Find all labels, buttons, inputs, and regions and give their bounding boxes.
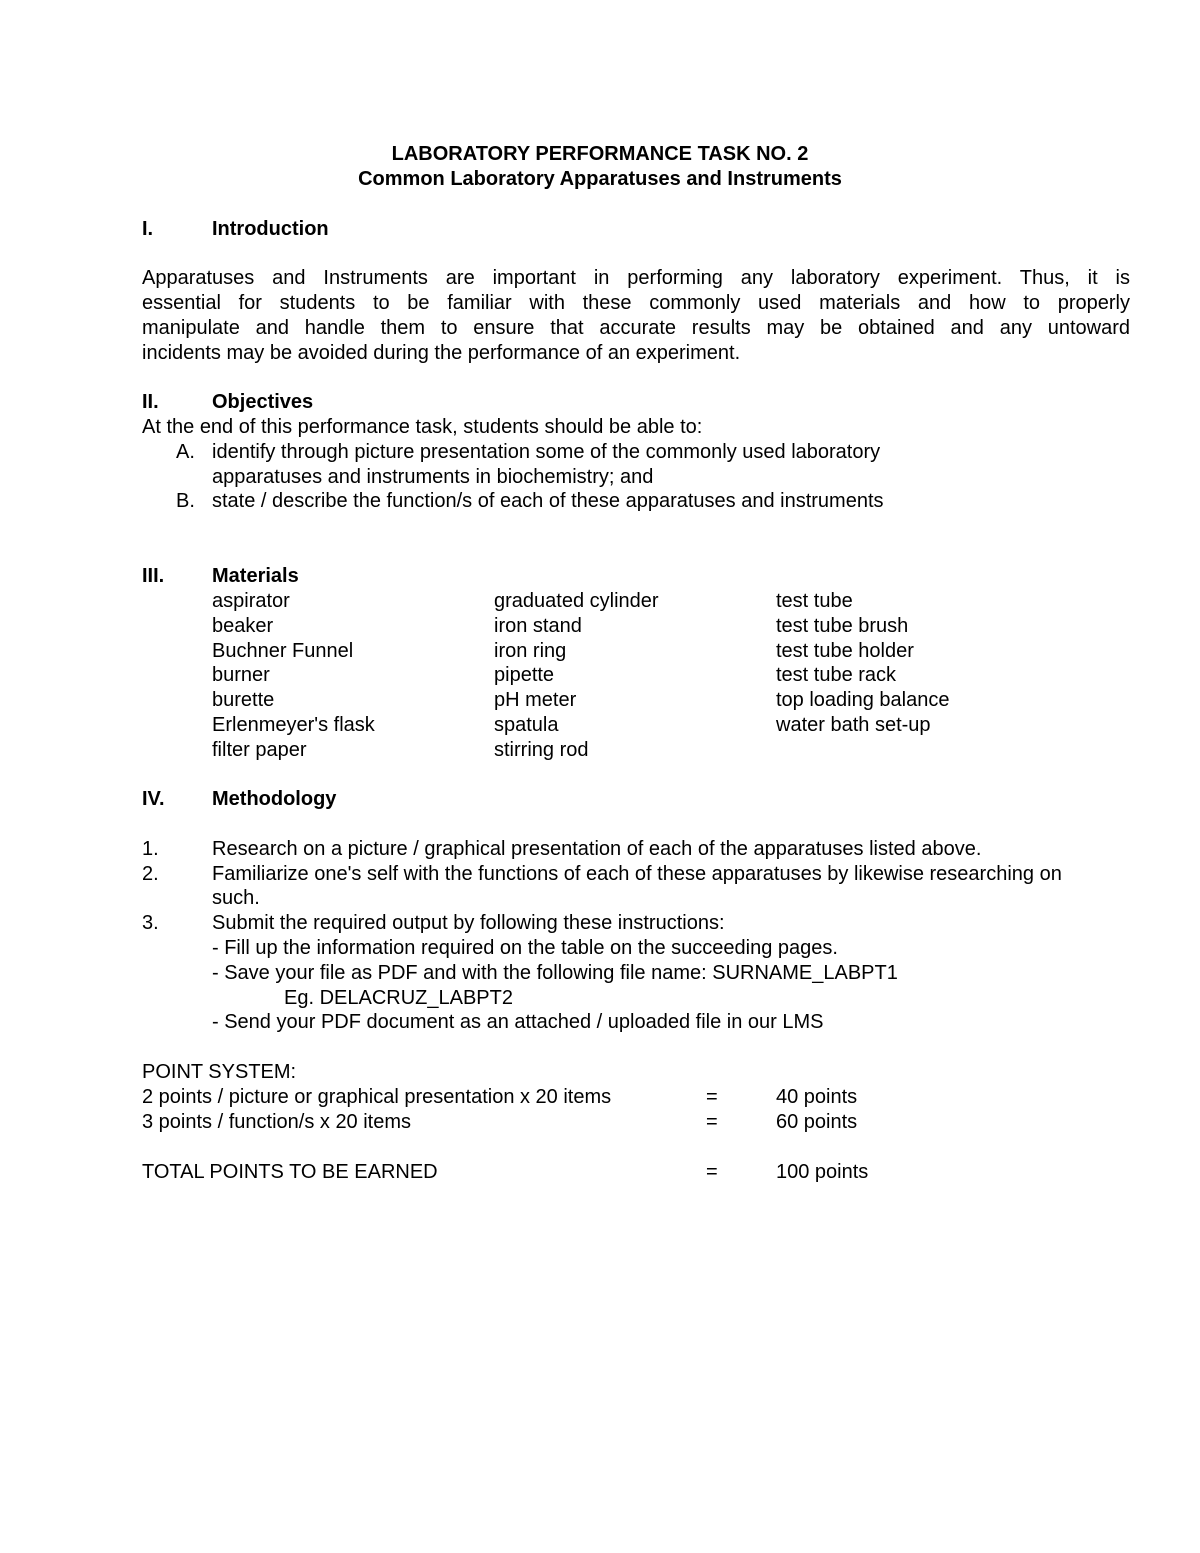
instruction-line: - Fill up the information required on the table on the succeeding pages. bbox=[212, 937, 838, 959]
step-text: such. bbox=[212, 887, 260, 909]
points-row-equals: = bbox=[706, 1111, 718, 1133]
material-item: filter paper bbox=[212, 739, 307, 761]
document-title: LABORATORY PERFORMANCE TASK NO. 2 bbox=[391, 143, 809, 165]
intro-paragraph-line: manipulate and handle them to ensure that accurate results may be obtained and any untoward bbox=[142, 317, 1130, 339]
step-number: 3. bbox=[142, 912, 159, 934]
total-points-value: 100 points bbox=[776, 1161, 869, 1183]
intro-heading: Introduction bbox=[212, 218, 329, 240]
total-points-equals: = bbox=[706, 1161, 718, 1183]
material-item: water bath set-up bbox=[776, 714, 931, 736]
material-item: top loading balance bbox=[776, 689, 950, 711]
point-system-heading: POINT SYSTEM: bbox=[142, 1061, 297, 1083]
material-item: spatula bbox=[494, 714, 559, 736]
objective-text: apparatuses and instruments in biochemistry; and bbox=[212, 466, 654, 488]
material-item: burette bbox=[212, 689, 275, 711]
material-item: test tube bbox=[776, 590, 853, 612]
objective-text: identify through picture presentation some of the commonly used laboratory bbox=[212, 441, 881, 463]
step-number: 2. bbox=[142, 863, 159, 885]
intro-paragraph-line: essential for students to be familiar with these commonly used materials and how to properly bbox=[142, 292, 1130, 314]
intro-paragraph-line: Apparatuses and Instruments are important in performing any laboratory experiment. Thus, it is bbox=[142, 267, 1130, 289]
material-item: aspirator bbox=[212, 590, 290, 612]
step-text: Familiarize one's self with the functions of each of these apparatuses by likewise researching on bbox=[212, 863, 1062, 885]
objective-letter: B. bbox=[176, 490, 195, 512]
objective-letter: A. bbox=[176, 441, 195, 463]
material-item: pipette bbox=[494, 664, 555, 686]
step-number: 1. bbox=[142, 838, 159, 860]
material-item: test tube holder bbox=[776, 640, 914, 662]
document-subtitle: Common Laboratory Apparatuses and Instruments bbox=[358, 168, 842, 190]
points-row-value: 60 points bbox=[776, 1111, 858, 1133]
step-text: Research on a picture / graphical presentation of each of the apparatuses listed above. bbox=[212, 838, 982, 860]
material-item: stirring rod bbox=[494, 739, 589, 761]
materials-numeral: III. bbox=[142, 565, 165, 587]
material-item: pH meter bbox=[494, 689, 577, 711]
instruction-line: - Send your PDF document as an attached / uploaded file in our LMS bbox=[212, 1011, 824, 1033]
material-item: test tube brush bbox=[776, 615, 909, 637]
intro-numeral: I. bbox=[142, 218, 154, 240]
methodology-numeral: IV. bbox=[142, 788, 165, 810]
total-points-label: TOTAL POINTS TO BE EARNED bbox=[142, 1161, 438, 1183]
instruction-line: - Save your file as PDF and with the following file name: SURNAME_LABPT1 bbox=[212, 962, 898, 984]
materials-heading: Materials bbox=[212, 565, 299, 587]
material-item: iron stand bbox=[494, 615, 582, 637]
material-item: iron ring bbox=[494, 640, 567, 662]
instruction-example: Eg. DELACRUZ_LABPT2 bbox=[284, 987, 513, 1009]
points-row-value: 40 points bbox=[776, 1086, 858, 1108]
step-text: Submit the required output by following these instructions: bbox=[212, 912, 725, 934]
points-row-label: 2 points / picture or graphical presentation x 20 items bbox=[142, 1086, 612, 1108]
intro-paragraph-line: incidents may be avoided during the performance of an experiment. bbox=[142, 342, 741, 364]
objectives-lead: At the end of this performance task, students should be able to: bbox=[142, 416, 703, 438]
points-row-equals: = bbox=[706, 1086, 718, 1108]
points-row-label: 3 points / function/s x 20 items bbox=[142, 1111, 412, 1133]
objective-text: state / describe the function/s of each of these apparatuses and instruments bbox=[212, 490, 884, 512]
objectives-numeral: II. bbox=[142, 391, 159, 413]
material-item: beaker bbox=[212, 615, 274, 637]
material-item: Buchner Funnel bbox=[212, 640, 354, 662]
methodology-heading: Methodology bbox=[212, 788, 337, 810]
material-item: Erlenmeyer's flask bbox=[212, 714, 375, 736]
material-item: burner bbox=[212, 664, 270, 686]
objectives-heading: Objectives bbox=[212, 391, 314, 413]
material-item: test tube rack bbox=[776, 664, 897, 686]
material-item: graduated cylinder bbox=[494, 590, 659, 612]
